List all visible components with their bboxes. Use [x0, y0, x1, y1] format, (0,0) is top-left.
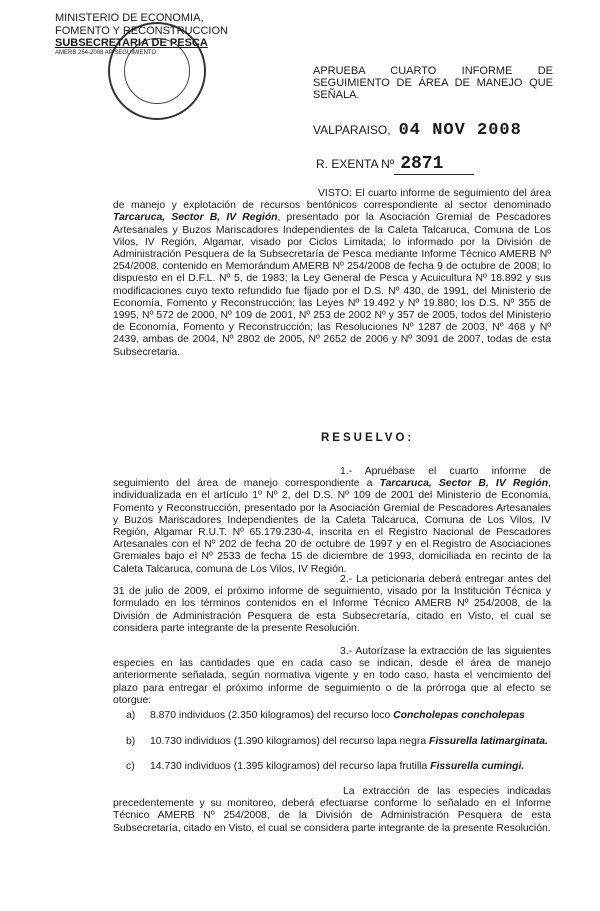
- ministry-line-1: MINISTERIO DE ECONOMIA,: [55, 12, 204, 24]
- visto-paragraph: VISTO: El cuarto informe de seguimiento del área de manejo y explotación de recursos bentónicos correspondiente al sector denominado Tarcaruca, Sector B, IV Región, presentado por la Asociación Gremial de Pescadores Artesanales y Buzos Mariscadores Independientes de la Caleta Talcaruca, Comuna de Los Vilos, IV Región, Algamar, visado por Ciclos Limitada; lo informado por la División de Administración Pesquera de la Subsecretaría de Pesca mediante Informe Técnico AMERB Nº 254/2008, contenido en Memorándum AMERB Nº 254/2008 de fecha 9 de octubre de 2008; lo dispuesto en el D.F.L. Nº 5, de 1983; la Ley General de Pesca y Acuicultura Nº 18.892 y sus modificaciones cuyo texto refundido fue fijado por el D.S. Nº 430, de 1991, del Ministerio de Economía, Fomento y Reconstrucción; las Leyes Nº 19.492 y Nº 19.880; los D.S. Nº 355 de 1995, Nº 572 de 2000, Nº 109 de 2001, Nº 253 de 2002 Nº y 357 de 2005, todos del Ministerio de Economía, Fomento y Reconstrucción; las Resoluciones Nº 1287 de 2003, Nº 468 y Nº 2439, ambas de 2004, Nº 2802 de 2005, Nº 2652 de 2006 y Nº 3091 de 2007, todas de esta Subsecretaria.: [113, 188, 551, 358]
- resuelvo-heading: RESUELVO:: [321, 432, 415, 444]
- species-item-b: b) 10.730 individuos (1.390 kilogramos) del recurso lapa negra Fissurella latimarginata.: [126, 736, 548, 747]
- date-stamp: 04 NOV 2008: [398, 121, 522, 140]
- species-name: Fissurella latimarginata.: [428, 736, 548, 747]
- subject-line-1: APRUEBA CUARTO INFORME DE: [313, 65, 553, 77]
- ministry-line-2: FOMENTO Y RECONSTRUCCION: [55, 24, 228, 37]
- city: VALPARAISO,: [313, 123, 391, 137]
- ministry-header: [55, 12, 255, 57]
- exenta-label: R. EXENTA Nº: [316, 157, 395, 171]
- resolution-subject: [313, 65, 553, 101]
- article-2: 2.- La peticionaria deberá entregar antes del 31 de julio de 2009, el próximo informe de seguimiento, visado por la Institución Técnica y formulado en los términos contenidos en el Informe Técnico AMERB Nº 254/2008, de la División de Administración Pesquera de esta Subsecretaría, citado en Visto, el cual se considera parte integrante de la presente Resolución.: [113, 574, 551, 634]
- article-1-sector: Tarcaruca, Sector B, IV Región: [379, 478, 549, 490]
- ministry-line-4: AMERB 254-2008 AP SEGUIMIENTO: [55, 49, 157, 56]
- exenta-value: 2871: [400, 154, 444, 174]
- place-date: [313, 121, 522, 140]
- article-1: 1.- Apruébase el cuarto informe de seguimiento del área de manejo correspondiente a Tarcaruca, Sector B, IV Región, individualizada en el artículo 1º Nº 2, del D.S. Nº 109 de 2001 del Ministerio de Economía, Fomento y Reconstrucción, presentado por la Asociación Gremial de Pescadores Artesanales y Buzos Mariscadores Independientes de la Caleta Talcaruca, Comuna de Los Vilos, IV Región, Algamar R.U.T. Nº 65.179.230-4, inscrita en el Registro Nacional de Pescadores Artesanales con el Nº 202 de fecha 20 de octubre de 1997 y en el Registro de Asociaciones Gremiales bajo el Nº 2533 de fecha 15 de diciembre de 1993, domiciliada en recinto de la Caleta Talcaruca, comuna de Los Vilos, IV Región.: [113, 466, 551, 575]
- exenta-number: [316, 154, 474, 175]
- article-4: La extracción de las especies indicadas precedentemente y su monitoreo, deberá efectuarse conforme lo señalado en el Informe Técnico AMERB Nº 254/2008, de la División de Administración Pesquera de esta Subsecretaría, citado en Visto, el cual se considera parte integrante de la presente Resolución.: [113, 786, 551, 834]
- species-name: Fissurella cumingi.: [430, 761, 525, 772]
- article-3: 3.- Autorízase la extracción de las siguientes especies en las cantidades que en cada caso se indican, desde el área de manejo anteriormente señalada, según normativa vigente y en todo caso, hasta el vencimiento del plazo para entregar el próximo informe de seguimiento o de la prórroga que al efecto se otorgue:: [113, 646, 551, 706]
- species-name: Concholepas concholepas: [393, 710, 525, 721]
- visto-sector: Tarcaruca, Sector B, IV Región: [113, 212, 278, 224]
- ministry-line-3: SUBSECRETARIA DE PESCA: [55, 37, 208, 49]
- species-item-c: c) 14.730 individuos (1.395 kilogramos) del recurso lapa frutilla Fissurella cumingi.: [126, 761, 525, 772]
- species-item-a: a) 8.870 individuos (2.350 kilogramos) del recurso loco Concholepas concholepas: [126, 710, 525, 721]
- subject-line-3: SEÑALA.: [313, 89, 360, 101]
- subject-line-2: SEGUIMIENTO DE ÁREA DE MANEJO QUE: [313, 77, 553, 89]
